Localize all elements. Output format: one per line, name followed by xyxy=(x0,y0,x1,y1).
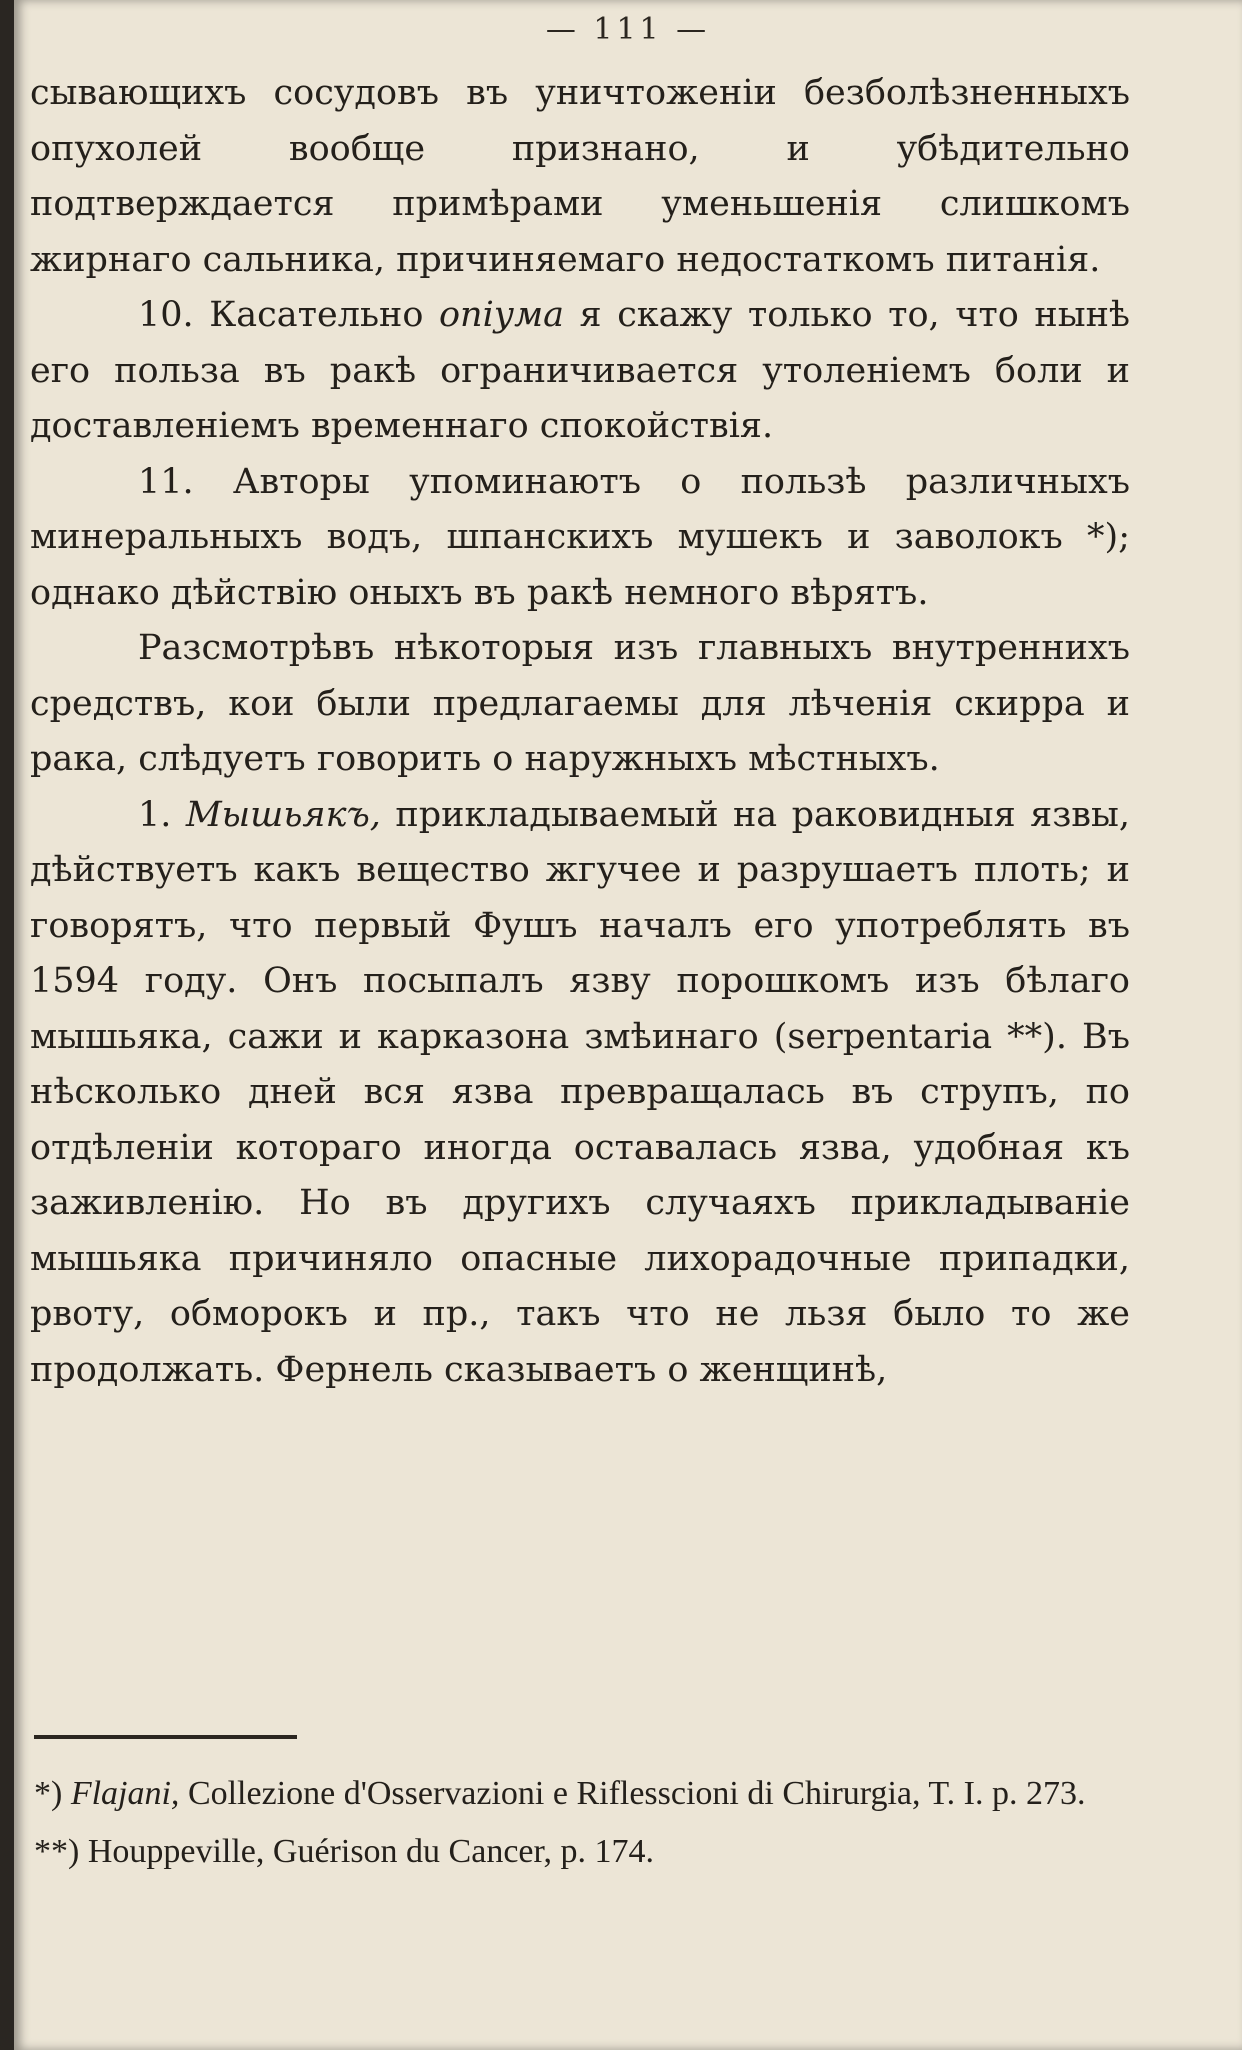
book-page xyxy=(14,0,1242,2050)
paragraph-5-rest: прикладываемый на раковидныя язвы, дѣйствуетъ какъ вещество жгучее и разрушаетъ плоть; и говорятъ, что первый Фушъ началъ его употреблять въ 1594 году. Онъ посыпалъ язву порошкомъ изъ бѣлаго мышьяка, сажи и карказона змѣинаго (serpentaria **). Въ нѣсколько дней вся язва превращалась въ струпъ, по отдѣленіи котораго иногда оставалась язва, удобная къ заживленію. Но въ другихъ случаяхъ прикладываніе мышьяка причиняло опасные лихорадочные припадки, рвоту, обморокъ и пр., такъ что не льзя было то же продолжать. Фернель сказываетъ о женщинѣ, xyxy=(30,794,1130,1390)
footnote-1-author: Flajani, xyxy=(70,1775,180,1812)
paragraph-1: сывающихъ сосудовъ въ уничтоженіи безболѣзненныхъ опухолей вообще признано, и убѣдительно подтверждается примѣрами уменьшенія слишкомъ жирнаго сальника, причиняемаго недостаткомъ питанія. xyxy=(30,73,1130,280)
paragraph-5-emphasis: Мышьякъ, xyxy=(185,794,381,835)
footnote-2 xyxy=(34,1828,1134,1876)
paragraph-5 xyxy=(30,788,1130,1399)
page-number: — 111 — xyxy=(545,12,711,47)
paragraph-2-emphasis: опіума xyxy=(438,295,564,335)
paragraph-5-lead: 1. xyxy=(138,794,186,835)
paragraph-4: Разсмотрѣвъ нѣкоторыя изъ главныхъ внутреннихъ средствъ, кои были предлагаемы для лѣченія скирра и рака, слѣдуетъ говорить о наружныхъ мѣстныхъ. xyxy=(30,628,1130,779)
footnote-2-marker: **) xyxy=(34,1833,80,1870)
footnote-rule xyxy=(34,1735,297,1739)
footnote-1 xyxy=(34,1770,1134,1818)
footnote-2-text: Houppeville, Guérison du Cancer, p. 174. xyxy=(87,1833,654,1870)
footnote-1-text: Collezione d'Osservazioni e Riflesscioni di Chirurgia, T. I. p. 273. xyxy=(179,1775,1086,1812)
paragraph-2 xyxy=(30,288,1130,455)
paragraph-2-rest: я скажу только то, что нынѣ его польза въ ракѣ ограничивается утоленіемъ боли и доставленіемъ временнаго спокойствія. xyxy=(30,295,1130,446)
paragraph-3: 11. Авторы упоминаютъ о пользѣ различныхъ минеральныхъ водъ, шпанскихъ мушекъ и заволокъ *); однако дѣйствію оныхъ въ ракѣ немного вѣрятъ. xyxy=(30,461,1130,613)
footnote-1-marker: *) xyxy=(34,1775,63,1812)
footnotes xyxy=(34,1770,1134,1886)
body-text xyxy=(30,66,1130,1398)
paragraph-2-lead: 10. Касательно xyxy=(138,295,439,335)
